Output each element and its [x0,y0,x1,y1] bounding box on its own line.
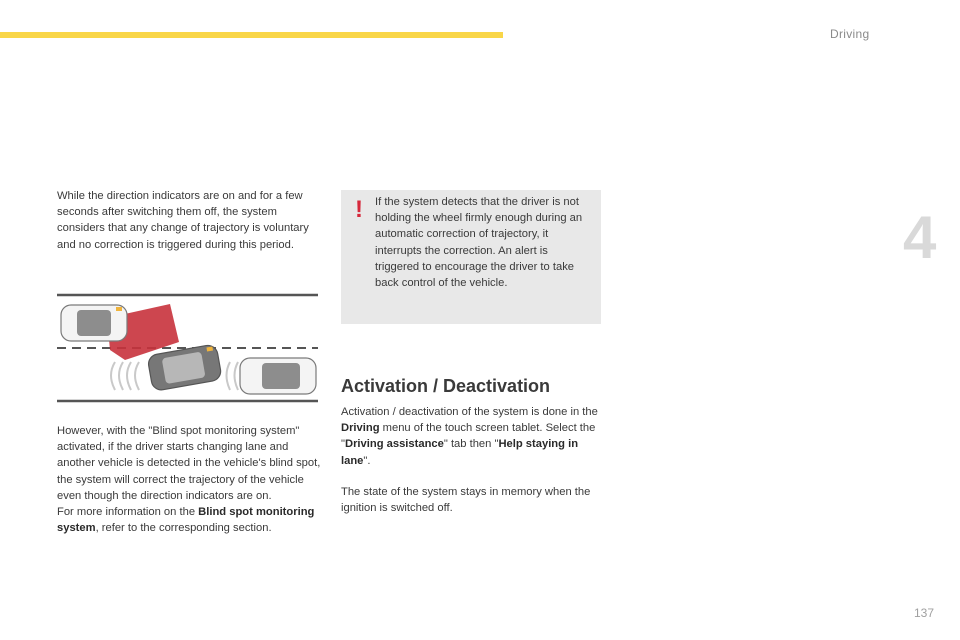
sensor-waves-rear [111,362,139,390]
chapter-number: 4 [903,204,937,271]
warning-text: If the system detects that the driver is not holding the wheel firmly enough during an automatic correction of trajectory, it interrupts the correction. An alert is triggered to encourage the driver to take back control of the vehicle. [375,196,583,290]
sensor-waves-front [227,362,239,390]
activation-heading: Activation / Deactivation [341,376,551,396]
activation-text-c: menu of the touch screen tablet. Select the " [341,422,596,451]
driving-menu-label: Driving [341,422,380,435]
vehicle-own [147,344,222,392]
activation-paragraph [341,404,603,469]
header-accent-bar [0,32,503,38]
memory-paragraph: The state of the system stays in memory when the ignition is switched off. [341,486,591,515]
blind-spot-illustration [55,290,320,405]
vehicle-detected [61,305,127,341]
section-label: Driving [830,27,870,41]
blind-spot-link-text: Blind spot monitoring system [57,506,315,535]
activation-text-g: ". [363,454,371,467]
blind-spot-paragraph [57,423,323,536]
warning-box [341,190,601,324]
page-number: 137 [914,606,935,620]
vehicle-ahead [240,358,316,394]
driving-assistance-tab-label: Driving assistance [344,438,444,451]
activation-text-a: Activation / deactivation of the system is done in the [341,406,598,418]
help-staying-in-lane-label: Help staying in lane [341,438,579,467]
blind-spot-text: However, with the "Blind spot monitoring system" activated, if the driver starts changing lane and another vehicle is detected in the vehicle's blind spot, the system will correct the trajectory of the vehicle even though the direction indicators are on. [57,425,321,502]
more-info-tail: , refer to the corresponding section. [95,522,272,535]
more-info-text: For more information on the [57,506,199,519]
exclamation-icon: ! [355,196,363,223]
indicator-paragraph: While the direction indicators are on and for a few seconds after switching them off, the system considers that any change of trajectory is voluntary and no correction is triggered during this period. [57,190,309,251]
activation-text-e: " tab then " [443,438,499,451]
